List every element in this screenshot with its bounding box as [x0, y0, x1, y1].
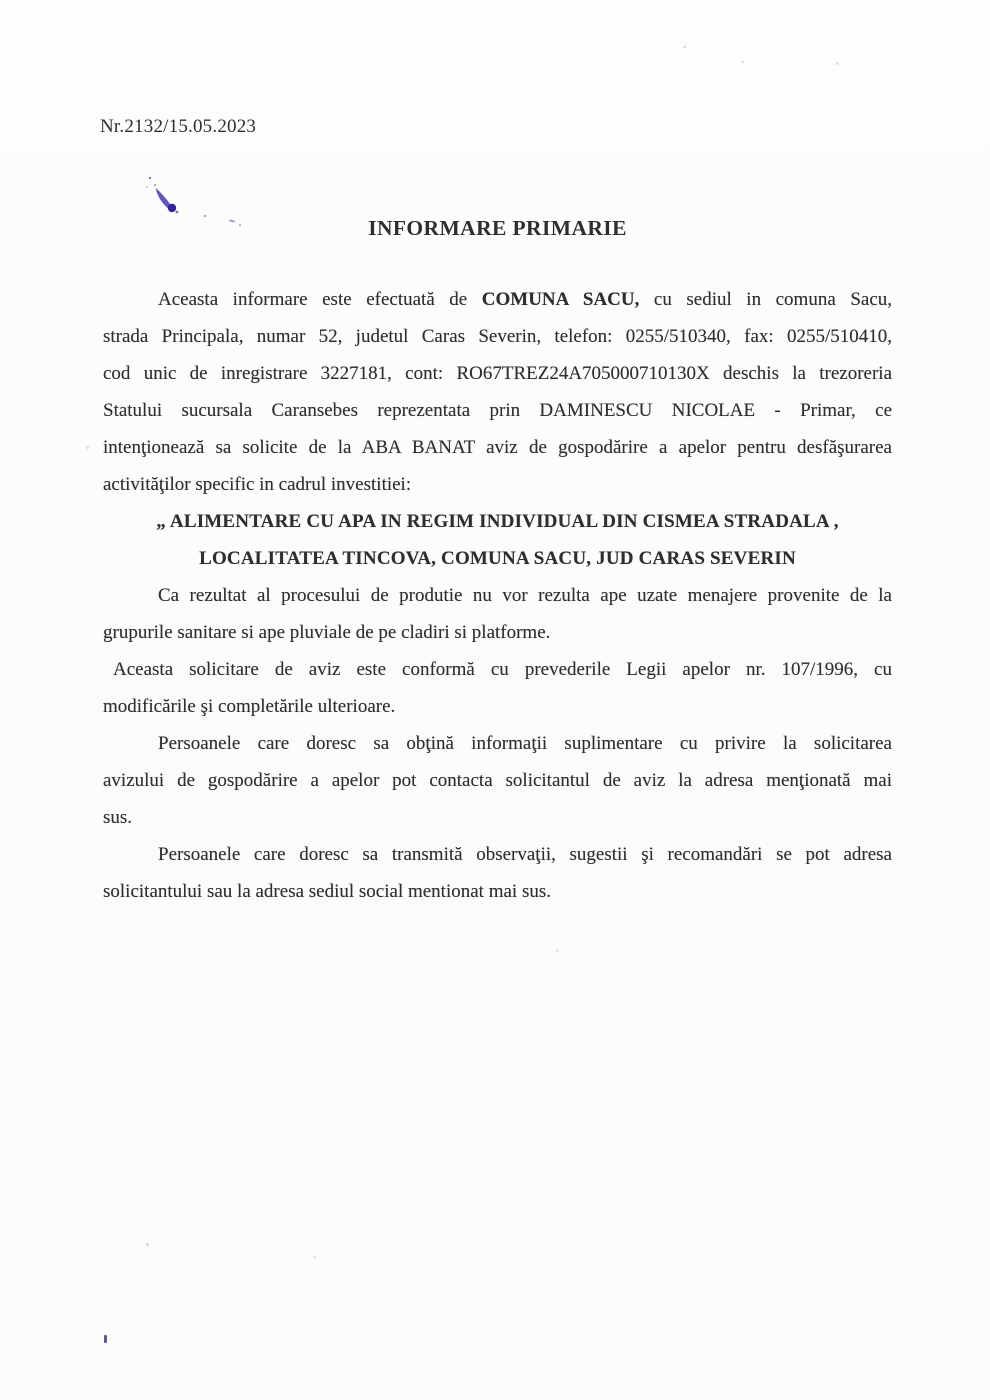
paragraph-intro-line-6: activităţilor specific in cadrul investitiei:: [103, 474, 412, 495]
text-run: cu sediul in comuna Sacu,: [639, 289, 892, 310]
paragraph-contact-line-2: avizului de gospodărire a apelor pot contacta solicitantul de aviz la adresa menţionată mai: [103, 770, 892, 791]
paragraph-intro-line-5: intenţionează sa solicite de la ABA BANAT aviz de gospodărire a apelor pentru desfăşurarea: [103, 437, 892, 458]
paragraph-result-line-2: grupurile sanitare si ape pluviale de pe cladiri si platforme.: [103, 622, 551, 643]
investment-title-line-1: „ ALIMENTARE CU APA IN REGIM INDIVIDUAL DIN CISMEA STRADALA ,: [156, 511, 839, 532]
paragraph-result-line-1: Ca rezultat al procesului de produtie nu vor rezulta ape uzate menajere provenite de la: [158, 585, 892, 606]
paragraph-law-line-1: Aceasta solicitare de aviz este conformă cu prevederile Legii apelor nr. 107/1996, cu: [113, 659, 892, 680]
document-body: [103, 281, 892, 910]
paragraph-intro-line-2: strada Principala, numar 52, judetul Caras Severin, telefon: 0255/510340, fax: 0255/510410,: [103, 326, 892, 347]
paragraph-law-line-2: modificările şi completările ulterioare.: [103, 696, 396, 717]
paragraph-contact-line-3: sus.: [103, 807, 133, 828]
paragraph-feedback-line-2: solicitantului sau la adresa sediul social mentionat mai sus.: [103, 881, 551, 902]
company-name: COMUNA SACU,: [481, 289, 640, 310]
paragraph-contact-line-1: Persoanele care doresc sa obţină informaţii suplimentare cu privire la solicitarea: [158, 733, 892, 754]
paragraph-intro-line-4: Statului sucursala Caransebes reprezentata prin DAMINESCU NICOLAE - Primar, ce: [103, 400, 892, 421]
pen-tick-mark: [104, 1335, 107, 1343]
investment-title-line-2: LOCALITATEA TINCOVA, COMUNA SACU, JUD CARAS SEVERIN: [199, 548, 796, 569]
page-title: INFORMARE PRIMARIE: [368, 216, 627, 240]
scan-speck: [683, 46, 686, 48]
paragraph-feedback-line-1: Persoanele care doresc sa transmită observaţii, sugestii şi recomandări se pot adresa: [158, 844, 892, 865]
text-run: Aceasta informare este efectuată de: [158, 289, 482, 310]
scan-speck: [146, 1243, 149, 1246]
scan-speck: [556, 949, 559, 952]
scan-speck: [741, 61, 744, 63]
scan-speck: [86, 446, 89, 449]
scan-speck: [313, 1256, 316, 1259]
paragraph-intro-line-1: [103, 281, 892, 318]
scan-speck: [871, 305, 874, 307]
paragraph-intro-line-3: cod unic de inregistrare 3227181, cont: RO67TREZ24A705000710130X deschis la trezoreria: [103, 363, 892, 384]
document-number: Nr.2132/15.05.2023: [100, 116, 257, 137]
scan-speck: [836, 62, 839, 65]
